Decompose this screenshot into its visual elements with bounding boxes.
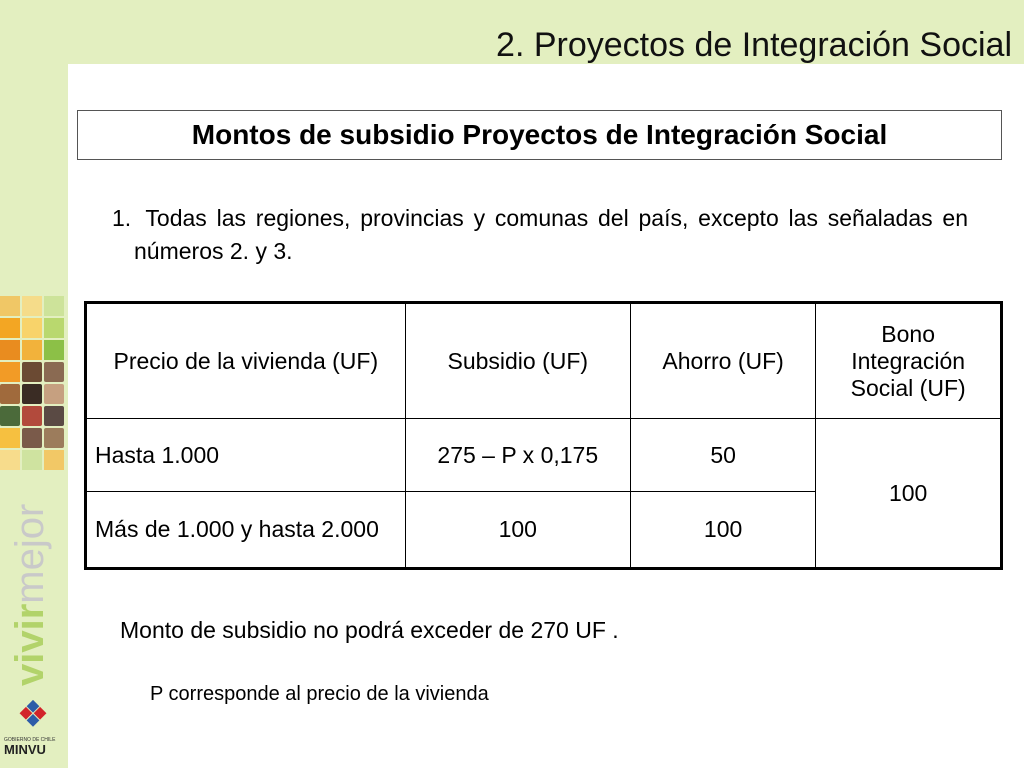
- logo-name-text: MINVU: [4, 742, 46, 757]
- table-cell: Más de 1.000 y hasta 2.000: [86, 492, 406, 569]
- bono-cell: 100: [816, 419, 1002, 569]
- header-cell: Subsidio (UF): [405, 303, 630, 419]
- vivir-mejor-slogan: [8, 504, 53, 686]
- list-item-number: 1.: [112, 205, 132, 231]
- table-cell: 50: [630, 419, 815, 492]
- subsidy-table: [84, 301, 1003, 570]
- table-cell: 100: [630, 492, 815, 569]
- header-cell: Precio de la vivienda (UF): [86, 303, 406, 419]
- logo-government-text: GOBIERNO DE CHILE: [4, 737, 56, 743]
- boxed-heading: Montos de subsidio Proyectos de Integración Social: [77, 110, 1002, 160]
- table-header-row: [86, 303, 1002, 419]
- table-row: [86, 419, 1002, 492]
- slide-title: 2. Proyectos de Integración Social: [496, 26, 1012, 64]
- list-item-text: Todas las regiones, provincias y comunas del país, excepto las señaladas en números 2. y 3.: [134, 205, 968, 264]
- decorative-mosaic: [0, 296, 68, 480]
- list-item: [88, 202, 968, 268]
- table-cell: 100: [405, 492, 630, 569]
- slogan-bold: vivir: [8, 603, 52, 686]
- table-cell: Hasta 1.000: [86, 419, 406, 492]
- header-cell: Ahorro (UF): [630, 303, 815, 419]
- table-cell: 275 – P x 0,175: [405, 419, 630, 492]
- definition-note: P corresponde al precio de la vivienda: [150, 683, 489, 705]
- slogan-light: mejor: [8, 503, 52, 604]
- header-cell: Bono Integración Social (UF): [816, 303, 1002, 419]
- limit-note: Monto de subsidio no podrá exceder de 270 UF .: [120, 617, 619, 643]
